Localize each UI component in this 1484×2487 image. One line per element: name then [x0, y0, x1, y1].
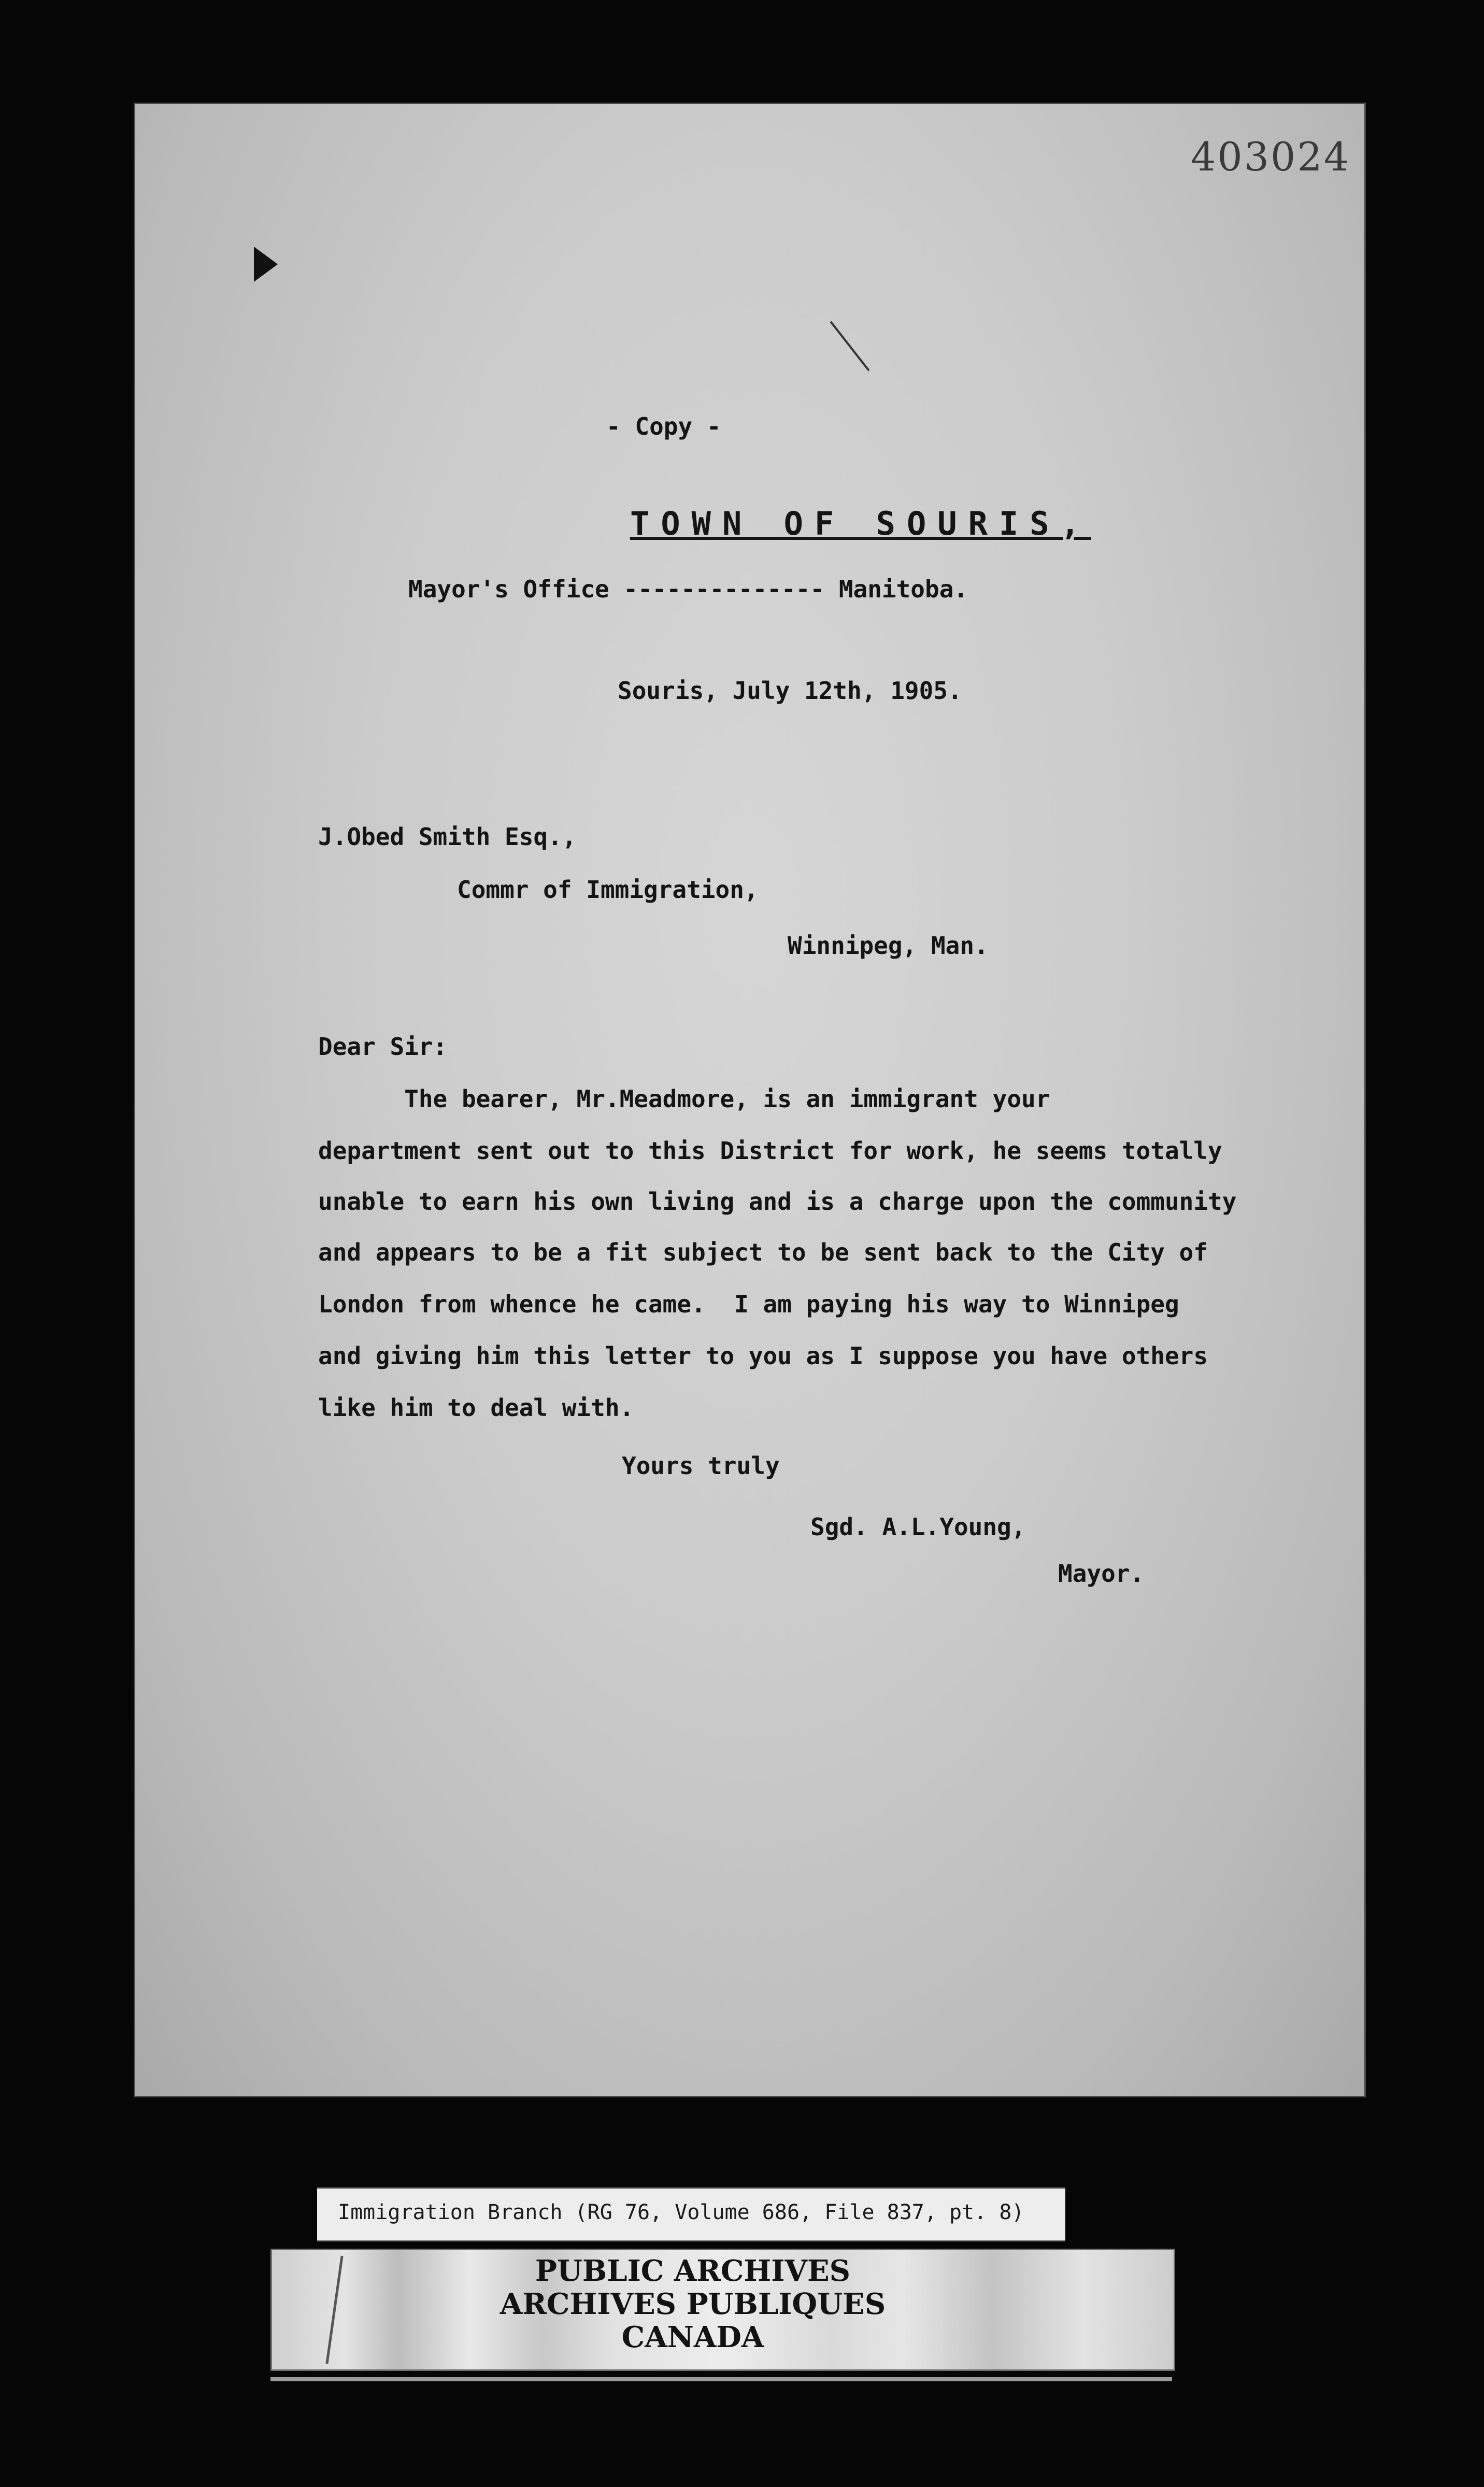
archives-stamp	[496, 2254, 890, 2354]
signer-title: Mayor.	[1058, 1560, 1145, 1588]
dateline: Souris, July 12th, 1905.	[618, 677, 962, 705]
body-line: like him to deal with.	[318, 1394, 634, 1422]
addressee-name: J.Obed Smith Esq.,	[318, 823, 577, 851]
body-line: The bearer, Mr.Meadmore, is an immigrant your	[318, 1085, 1050, 1113]
strip-crack-mark	[325, 2256, 343, 2364]
stamp-line: CANADA	[621, 2320, 764, 2354]
addressee-location: Winnipeg, Man.	[788, 932, 989, 960]
document-number: 403024	[1191, 134, 1351, 180]
strip-underline	[270, 2377, 1172, 2381]
arrow-mark-icon	[254, 247, 278, 282]
body-line: and giving him this letter to you as I suppose you have others	[318, 1342, 1208, 1370]
archives-stamp-strip	[270, 2249, 1175, 2371]
body-line: and appears to be a fit subject to be sent back to the City of	[318, 1238, 1208, 1266]
body-line: department sent out to this District for work, he seems totally	[318, 1137, 1222, 1165]
stamp-line: PUBLIC ARCHIVES	[535, 2254, 851, 2288]
pen-stroke-mark	[830, 321, 869, 371]
letterhead-office: Mayor's Office -------------- Manitoba.	[408, 575, 968, 603]
letterhead-town: TOWN OF SOURIS,	[630, 505, 1091, 542]
salutation: Dear Sir:	[318, 1033, 448, 1061]
document-page	[134, 103, 1366, 2097]
stamp-line: ARCHIVES PUBLIQUES	[500, 2287, 886, 2321]
addressee-title: Commr of Immigration,	[457, 876, 759, 904]
body-line: unable to earn his own living and is a charge upon the community	[318, 1188, 1237, 1216]
body-line: London from whence he came. I am paying his way to Winnipeg	[318, 1290, 1179, 1318]
archive-reference-text: Immigration Branch (RG 76, Volume 686, File 837, pt. 8)	[338, 2200, 1024, 2224]
archive-reference-label	[317, 2188, 1065, 2241]
signature: Sgd. A.L.Young,	[810, 1513, 1026, 1541]
closing: Yours truly	[622, 1452, 780, 1480]
copy-marker: - Copy -	[606, 412, 721, 440]
